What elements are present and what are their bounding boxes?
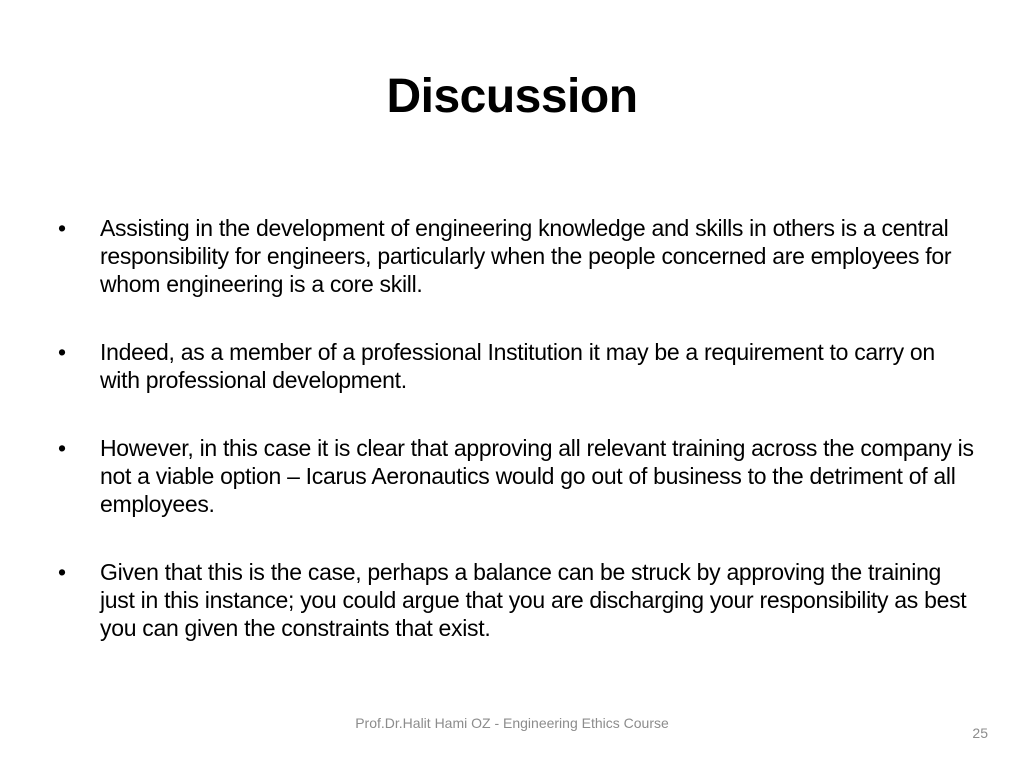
bullet-marker: • xyxy=(58,215,66,241)
bullet-marker: • xyxy=(58,559,66,585)
page-number: 25 xyxy=(972,725,988,741)
bullet-text: Indeed, as a member of a professional Institution it may be a requirement to carry on with professional development. xyxy=(100,339,935,393)
bullet-item xyxy=(56,338,976,394)
bullet-text: Assisting in the development of engineering knowledge and skills in others is a central responsibility for engineers, particularly when the people concerned are employees for whom engineering is a core skill. xyxy=(100,215,952,297)
bullet-item xyxy=(56,214,976,298)
bullet-list xyxy=(56,214,976,682)
bullet-item xyxy=(56,434,976,518)
bullet-marker: • xyxy=(58,435,66,461)
slide-footer: Prof.Dr.Halit Hami OZ - Engineering Ethics Course xyxy=(355,715,669,731)
bullet-text: Given that this is the case, perhaps a balance can be struck by approving the training just in this instance; you could argue that you are discharging your responsibility as best you can given the constraints that exist. xyxy=(100,559,967,641)
bullet-item xyxy=(56,558,976,642)
bullet-marker: • xyxy=(58,339,66,365)
bullet-text: However, in this case it is clear that approving all relevant training across the company is not a viable option – Icarus Aeronautics would go out of business to the detriment of all employees. xyxy=(100,435,974,517)
slide-title: Discussion xyxy=(386,70,638,123)
